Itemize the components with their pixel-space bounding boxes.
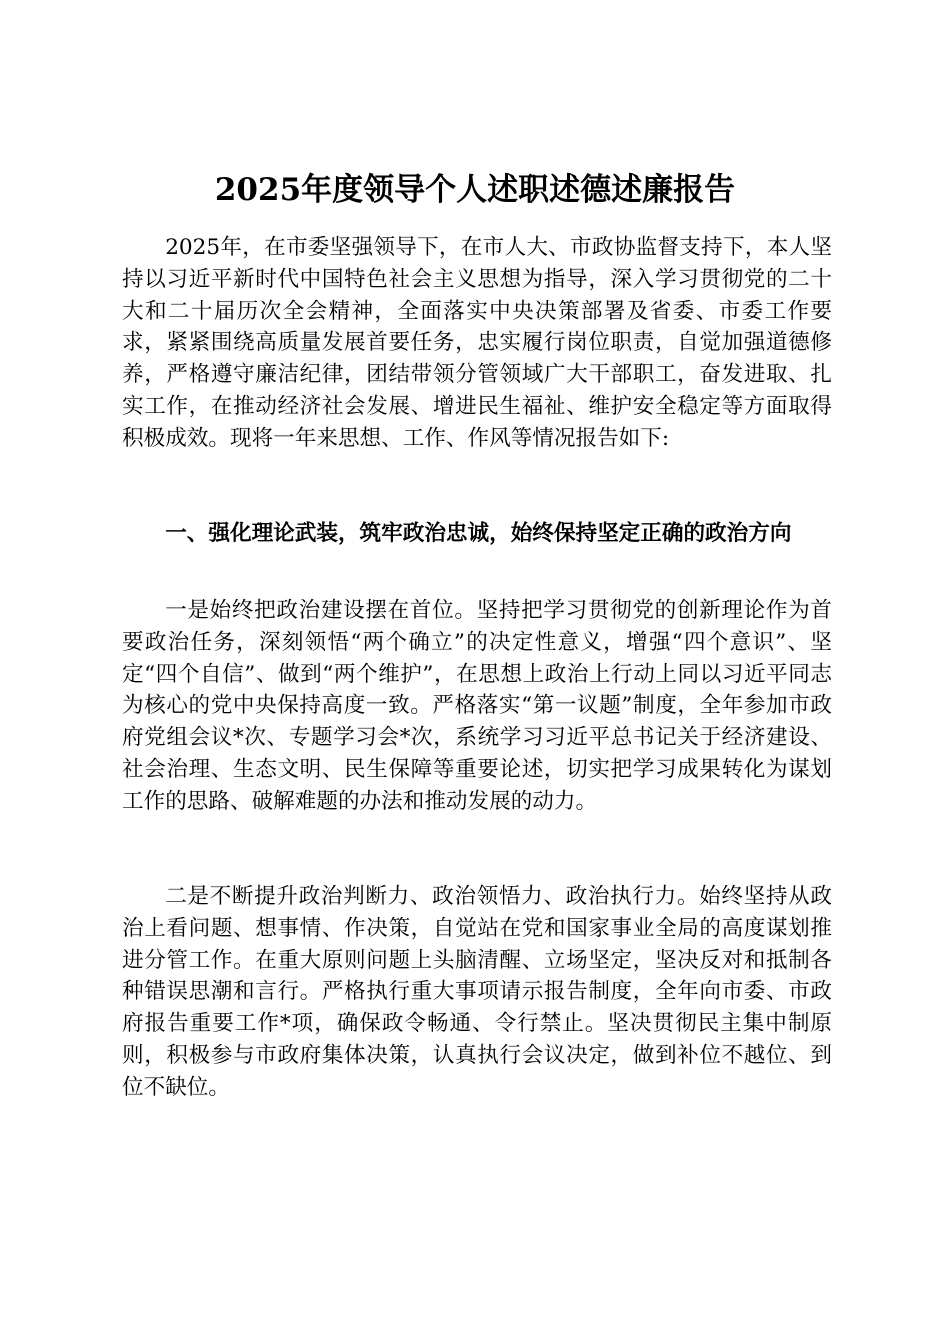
body-paragraph: 一是始终把政治建设摆在首位。坚持把学习贯彻党的创新理论作为首要政治任务，深刻领悟“两个确立”的决定性意义，增强“四个意识”、坚定“四个自信”、做到“两个维护”，在思想上政治上行动上同以习近平同志为核心的党中央保持高度一致。严格落实“第一议题”制度，全年参加市政府党组会议*次、专题学习会*次，系统学习习近平总书记关于经济建设、社会治理、生态文明、民生保障等重要论述，切实把学习成果转化为谋划工作的思路、破解难题的办法和推动发展的动力。 [122,598,832,814]
intro-paragraph: 2025年，在市委坚强领导下，在市人大、市政协监督支持下，本人坚持以习近平新时代中国特色社会主义思想为指导，深入学习贯彻党的二十大和二十届历次全会精神，全面落实中央决策部署及省委、市委工作要求，紧紧围绕高质量发展首要任务，忠实履行岗位职责，自觉加强道德修养，严格遵守廉洁纪律，团结带领分管领域广大干部职工，奋发进取、扎实工作，在推动经济社会发展、增进民生福祉、维护安全稳定等方面取得积极成效。现将一年来思想、工作、作风等情况报告如下: [122,235,832,451]
section-heading: 一、强化理论武装，筑牢政治忠诚，始终保持坚定正确的政治方向 [165,521,792,546]
document-title: 2025年度领导个人述职述德述廉报告 [214,172,736,208]
body-paragraph: 二是不断提升政治判断力、政治领悟力、政治执行力。始终坚持从政治上看问题、想事情、作决策，自觉站在党和国家事业全局的高度谋划推进分管工作。在重大原则问题上头脑清醒、立场坚定，坚决反对和抵制各种错误思潮和言行。严格执行重大事项请示报告制度，全年向市委、市政府报告重要工作*项，确保政令畅通、令行禁止。坚决贯彻民主集中制原则，积极参与市政府集体决策，认真执行会议决定，做到补位不越位、到位不缺位。 [122,884,832,1100]
